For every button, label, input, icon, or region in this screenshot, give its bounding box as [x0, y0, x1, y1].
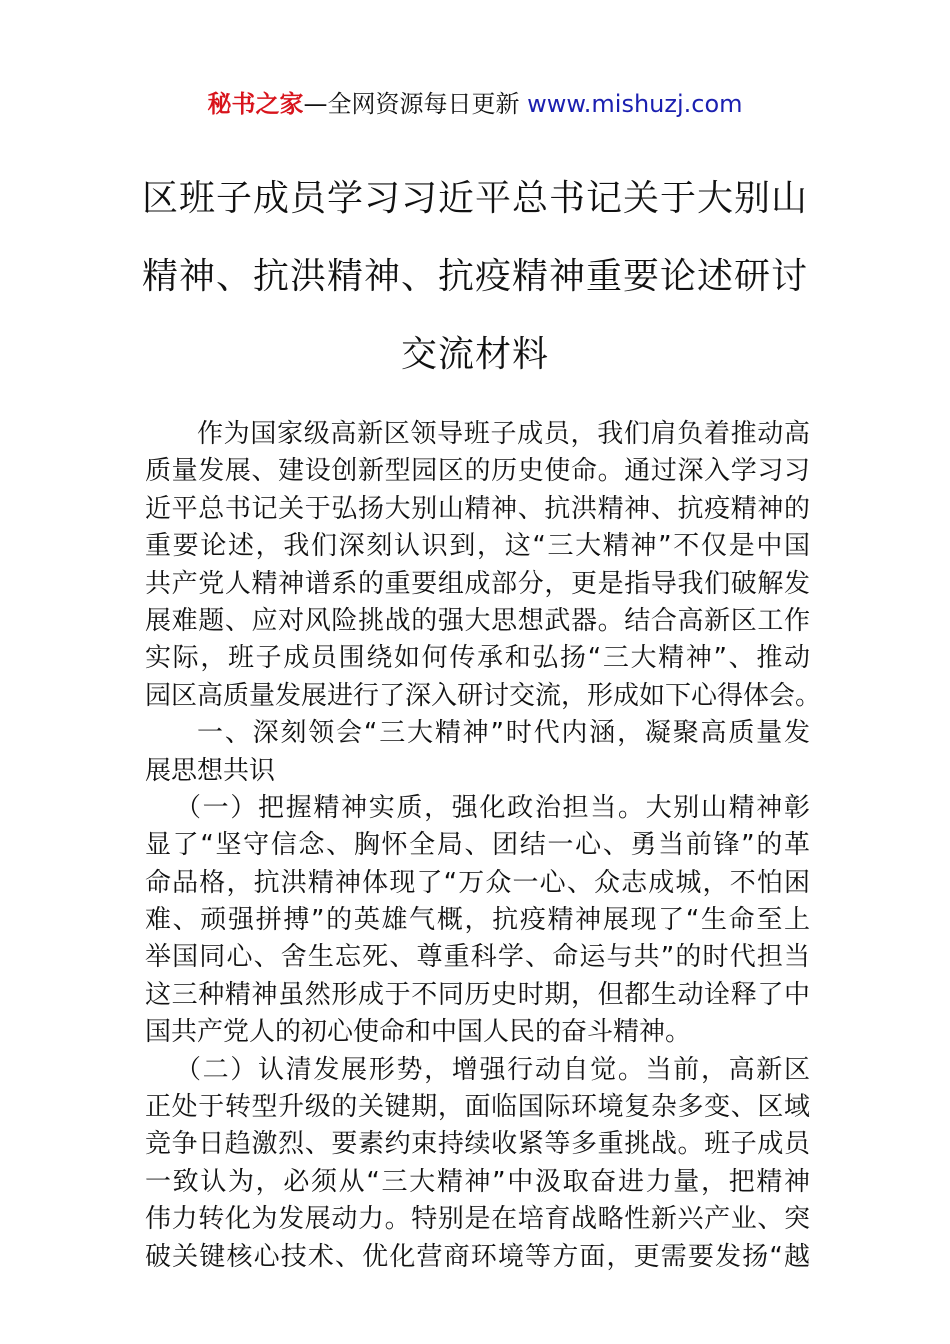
body-line: 举国同心、舍生忘死、尊重科学、命运与共”的时代担当 — [145, 942, 810, 973]
body-line: 这三种精神虽然形成于不同历史时期，但都生动诠释了中 — [145, 979, 810, 1010]
header-brand: 秘书之家 — [207, 90, 304, 118]
body-line: 伟力转化为发展动力。特别是在培育战略性新兴产业、突 — [145, 1204, 810, 1235]
section-heading: 一、深刻领会“三大精神”时代内涵，凝聚高质量发 — [197, 718, 810, 749]
body-line: 竞争日趋激烈、要素约束持续收紧等多重挑战。班子成员 — [145, 1129, 810, 1160]
title-line: 交流材料 — [400, 334, 549, 375]
body-line: 难、顽强拼搏”的英雄气概，抗疫精神展现了“生命至上 — [145, 905, 810, 936]
body-line: 园区高质量发展进行了深入研讨交流，形成如下心得体会。 — [145, 680, 822, 711]
body-line: 命品格，抗洪精神体现了“万众一心、众志成城，不怕困 — [145, 867, 810, 898]
body-line: 展难题、应对风险挑战的强大思想武器。结合高新区工作 — [145, 605, 810, 636]
body-line: 实际，班子成员围绕如何传承和弘扬“三大精神”、推动 — [145, 643, 810, 674]
title-line: 区班子成员学习习近平总书记关于大别山 — [141, 178, 808, 219]
body-line: 质量发展、建设创新型园区的历史使命。通过深入学习习 — [145, 456, 810, 487]
header-slogan: —全网资源每日更新 — [303, 90, 528, 118]
document-title — [120, 160, 830, 394]
document-body — [145, 416, 822, 1276]
body-line: 重要论述，我们深刻认识到，这“三大精神”不仅是中国 — [145, 531, 810, 562]
header-site-link[interactable]: www.mishuzj.com — [527, 90, 743, 118]
subsection-line: （二）认清发展形势，增强行动自觉。当前，高新区 — [175, 1054, 810, 1085]
body-line: 近平总书记关于弘扬大别山精神、抗洪精神、抗疫精神的 — [145, 493, 810, 524]
body-line: 共产党人精神谱系的重要组成部分，更是指导我们破解发 — [145, 568, 810, 599]
title-line: 精神、抗洪精神、抗疫精神重要论述研讨 — [141, 256, 808, 297]
subsection-line: （一）把握精神实质，强化政治担当。大别山精神彰 — [175, 792, 810, 823]
section-heading-cont: 展思想共识 — [145, 755, 276, 786]
body-line: 作为国家级高新区领导班子成员，我们肩负着推动高 — [197, 419, 810, 449]
body-line: 一致认为，必须从“三大精神”中汲取奋进力量，把精神 — [145, 1166, 810, 1197]
body-line: 破关键核心技术、优化营商环境等方面，更需要发扬“越 — [145, 1241, 810, 1272]
body-line: 国共产党人的初心使命和中国人民的奋斗精神。 — [145, 1017, 692, 1048]
page-header — [0, 86, 950, 122]
body-line: 显了“坚守信念、胸怀全局、团结一心、勇当前锋”的革 — [145, 830, 810, 861]
body-line: 正处于转型升级的关键期，面临国际环境复杂多变、区域 — [145, 1092, 810, 1123]
